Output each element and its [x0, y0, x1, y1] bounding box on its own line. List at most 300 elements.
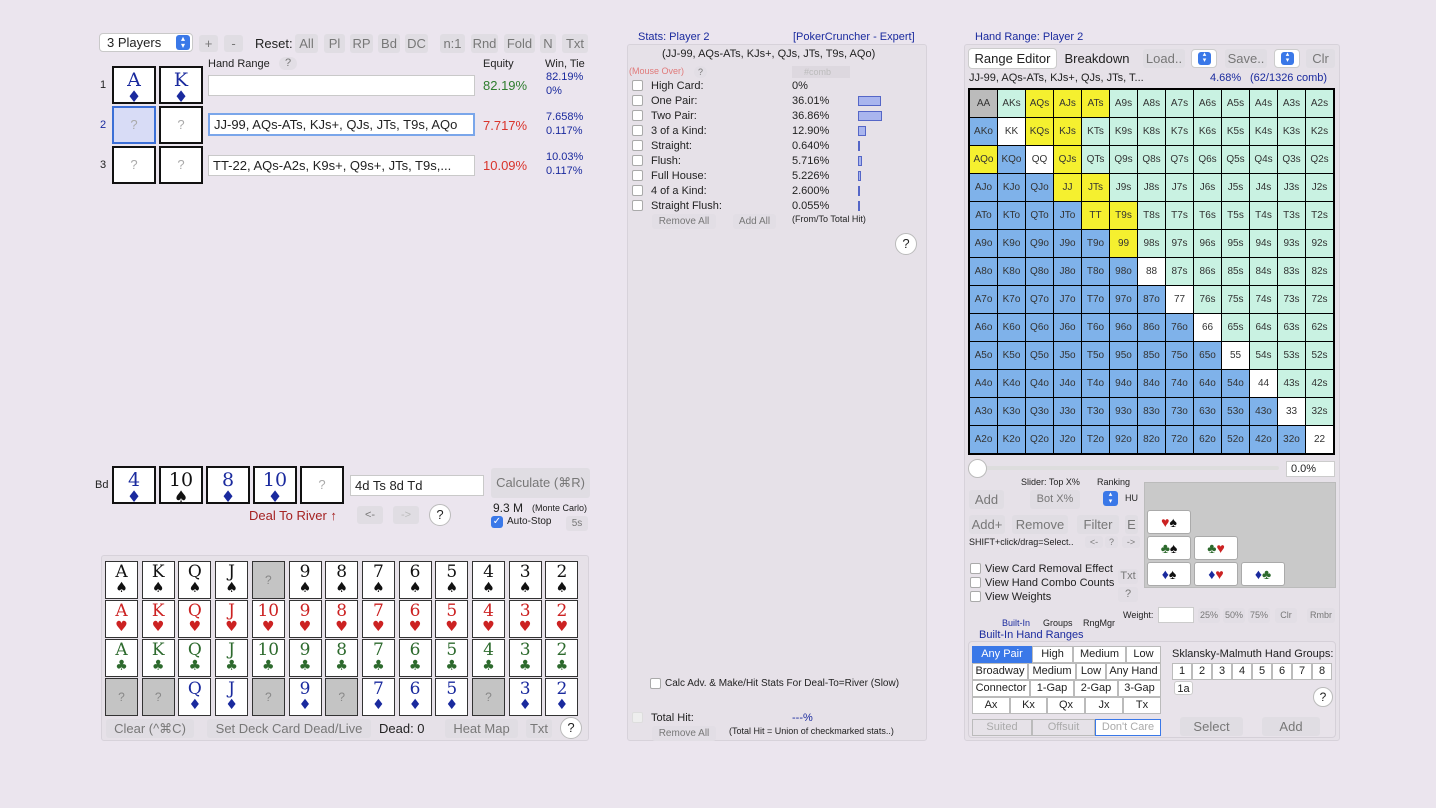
hand-cell[interactable]: T3o — [1082, 398, 1109, 425]
offsuit-button[interactable]: Offsuit — [1032, 719, 1095, 736]
hand-cell[interactable]: 32o — [1278, 426, 1305, 453]
hand-cell[interactable]: T9o — [1082, 230, 1109, 257]
deck-card[interactable] — [472, 639, 505, 677]
tab-range-editor[interactable]: Range Editor — [968, 48, 1057, 69]
reset-all-button[interactable]: All — [295, 34, 318, 53]
deck-card[interactable] — [252, 600, 285, 638]
hand-cell[interactable]: 96o — [1110, 314, 1137, 341]
add-button[interactable]: Add — [1262, 717, 1320, 736]
sklansky-group-button[interactable]: 4 — [1232, 663, 1252, 680]
hand-cell[interactable]: A3s — [1278, 90, 1305, 117]
hand-cell[interactable]: Q8s — [1138, 146, 1165, 173]
hand-cell[interactable]: J8s — [1138, 174, 1165, 201]
hand-cell[interactable]: ATs — [1082, 90, 1109, 117]
weight-input[interactable] — [1158, 607, 1194, 623]
add-player-button[interactable]: + — [199, 35, 218, 52]
view-card-removal-checkbox[interactable] — [970, 563, 981, 574]
hand-cell[interactable]: Q6s — [1194, 146, 1221, 173]
hand-cell[interactable]: A7s — [1166, 90, 1193, 117]
kx-button[interactable]: Kx — [1010, 697, 1047, 714]
remember-button[interactable]: Rmbr — [1307, 608, 1335, 623]
deck-card[interactable] — [325, 639, 358, 677]
connector-button[interactable]: Connector — [972, 680, 1030, 697]
clear-deck-button[interactable]: Clear (^⌘C) — [106, 719, 194, 738]
deck-card[interactable] — [178, 600, 211, 638]
board-help-button[interactable]: ? — [429, 504, 451, 526]
hand-cell[interactable]: A4s — [1250, 90, 1277, 117]
hand-cell[interactable]: K5o — [998, 342, 1025, 369]
stat-checkbox[interactable] — [632, 170, 643, 181]
load-button[interactable]: Load.. — [1143, 49, 1185, 68]
hand-cell[interactable]: 73s — [1278, 286, 1305, 313]
hand-cell[interactable]: Q6o — [1026, 314, 1053, 341]
autostop-time[interactable]: 5s — [566, 516, 588, 531]
hand-cell[interactable]: 84s — [1250, 258, 1277, 285]
hand-cell[interactable]: A5s — [1222, 90, 1249, 117]
hand-cell[interactable]: 42s — [1306, 370, 1333, 397]
hand-cell[interactable]: T3s — [1278, 202, 1305, 229]
e-button[interactable]: E — [1125, 515, 1138, 534]
hand-cell[interactable]: J9o — [1054, 230, 1081, 257]
hand-cell[interactable]: T4o — [1082, 370, 1109, 397]
hand-cell[interactable]: K8o — [998, 258, 1025, 285]
stat-checkbox[interactable] — [632, 125, 643, 136]
deck-card[interactable] — [325, 600, 358, 638]
any-hand-button[interactable]: Any Hand — [1106, 663, 1161, 680]
player-2-card-1[interactable]: ? — [112, 106, 156, 144]
hand-cell[interactable]: A6s — [1194, 90, 1221, 117]
hand-cell[interactable]: A8o — [970, 258, 997, 285]
deck-card[interactable] — [178, 639, 211, 677]
player-3-card-1[interactable]: ? — [112, 146, 156, 184]
hand-cell[interactable]: 72o — [1166, 426, 1193, 453]
hand-cell[interactable]: 74o — [1166, 370, 1193, 397]
hand-range-help-button[interactable]: ? — [279, 57, 297, 70]
hand-cell[interactable]: 73o — [1166, 398, 1193, 425]
deck-card[interactable] — [509, 639, 542, 677]
1-gap-button[interactable]: 1-Gap — [1030, 680, 1074, 697]
clear-range-button[interactable]: Clr — [1306, 49, 1335, 68]
hand-cell[interactable]: 94o — [1110, 370, 1137, 397]
hand-cell[interactable]: K6s — [1194, 118, 1221, 145]
hand-cell[interactable]: AKo — [970, 118, 997, 145]
weight-clear-button[interactable]: Clr — [1275, 608, 1297, 623]
hand-cell[interactable]: 54s — [1250, 342, 1277, 369]
hand-cell[interactable]: JTs — [1082, 174, 1109, 201]
hand-cell[interactable]: QTo — [1026, 202, 1053, 229]
weight-75-button[interactable]: 75% — [1248, 608, 1270, 623]
hand-cell[interactable]: T5o — [1082, 342, 1109, 369]
hand-cell[interactable]: K9s — [1110, 118, 1137, 145]
deck-card[interactable] — [545, 639, 578, 677]
deck-card[interactable] — [289, 639, 322, 677]
heat-map-button[interactable]: Heat Map — [445, 719, 518, 738]
hand-cell[interactable]: 92s — [1306, 230, 1333, 257]
deck-card[interactable] — [545, 600, 578, 638]
view-combo-counts-checkbox[interactable] — [970, 577, 981, 588]
sklansky-help-button[interactable]: ? — [1313, 687, 1333, 707]
deck-card[interactable] — [142, 600, 175, 638]
hand-cell[interactable]: Q3o — [1026, 398, 1053, 425]
hand-cell[interactable]: 32s — [1306, 398, 1333, 425]
hand-cell[interactable]: Q7s — [1166, 146, 1193, 173]
view-help-button[interactable]: ? — [1118, 587, 1138, 602]
low-pair-button[interactable]: Low — [1126, 646, 1161, 663]
filter-button[interactable]: Filter — [1077, 515, 1119, 534]
autostop-checkbox[interactable]: ✓ — [492, 516, 502, 527]
hand-cell[interactable]: KTo — [998, 202, 1025, 229]
hand-cell[interactable]: K4o — [998, 370, 1025, 397]
hand-cell[interactable]: A4o — [970, 370, 997, 397]
hand-cell[interactable]: 62o — [1194, 426, 1221, 453]
hand-cell[interactable]: 92o — [1110, 426, 1137, 453]
deck-card[interactable] — [399, 600, 432, 638]
hand-cell[interactable]: 82o — [1138, 426, 1165, 453]
hand-cell[interactable]: QQ — [1026, 146, 1053, 173]
stat-checkbox[interactable] — [632, 110, 643, 121]
hand-cell[interactable]: Q8o — [1026, 258, 1053, 285]
hand-cell[interactable]: 66 — [1194, 314, 1221, 341]
hand-cell[interactable]: AQs — [1026, 90, 1053, 117]
hand-cell[interactable]: 54o — [1222, 370, 1249, 397]
hand-cell[interactable]: 83o — [1138, 398, 1165, 425]
hand-cell[interactable]: 63o — [1194, 398, 1221, 425]
n1-button[interactable]: n:1 — [440, 34, 465, 53]
hand-cell[interactable]: 33 — [1278, 398, 1305, 425]
deck-card[interactable] — [509, 678, 542, 716]
board-card-4[interactable] — [253, 466, 297, 504]
deck-card[interactable]: ? — [105, 678, 138, 716]
hand-cell[interactable]: JTo — [1054, 202, 1081, 229]
remove-all-2-button[interactable]: Remove All — [652, 726, 716, 741]
board-card-2[interactable] — [159, 466, 203, 504]
hand-cell[interactable]: 97o — [1110, 286, 1137, 313]
board-card-1[interactable] — [112, 466, 156, 504]
hand-cell[interactable]: J4o — [1054, 370, 1081, 397]
hand-cell[interactable]: T8s — [1138, 202, 1165, 229]
hand-cell[interactable]: KTs — [1082, 118, 1109, 145]
deck-card[interactable]: ? — [252, 678, 285, 716]
suit-combo-button[interactable] — [1147, 510, 1191, 534]
hand-cell[interactable]: QTs — [1082, 146, 1109, 173]
medium-pair-button[interactable]: Medium — [1073, 646, 1126, 663]
n-button[interactable]: N — [540, 34, 556, 53]
hand-cell[interactable]: AJo — [970, 174, 997, 201]
weight-50-button[interactable]: 50% — [1223, 608, 1245, 623]
hand-cell[interactable]: 65s — [1222, 314, 1249, 341]
deck-card[interactable] — [178, 561, 211, 599]
hand-cell[interactable]: J6s — [1194, 174, 1221, 201]
hand-cell[interactable]: QJs — [1054, 146, 1081, 173]
deck-card[interactable] — [362, 678, 395, 716]
hand-cell[interactable]: 44 — [1250, 370, 1277, 397]
deck-card[interactable] — [289, 600, 322, 638]
hand-cell[interactable]: 87s — [1166, 258, 1193, 285]
suit-combo-button[interactable] — [1147, 562, 1191, 586]
hand-cell[interactable]: 53o — [1222, 398, 1249, 425]
stat-checkbox[interactable] — [632, 80, 643, 91]
hand-cell[interactable]: J5s — [1222, 174, 1249, 201]
hand-cell[interactable]: 52s — [1306, 342, 1333, 369]
hand-cell[interactable]: 62s — [1306, 314, 1333, 341]
deck-card[interactable]: ? — [142, 678, 175, 716]
deck-card[interactable] — [362, 600, 395, 638]
deck-card[interactable] — [215, 600, 248, 638]
deck-card[interactable] — [289, 561, 322, 599]
stat-checkbox[interactable] — [632, 140, 643, 151]
deck-card[interactable] — [545, 678, 578, 716]
remove-player-button[interactable]: - — [224, 35, 243, 52]
hand-cell[interactable]: 53s — [1278, 342, 1305, 369]
broadway-button[interactable]: Broadway — [972, 663, 1028, 680]
hand-cell[interactable]: T7o — [1082, 286, 1109, 313]
next-street-button[interactable]: -> — [393, 506, 419, 524]
broadway-medium-button[interactable]: Medium — [1028, 663, 1076, 680]
sklansky-group-button[interactable]: 6 — [1272, 663, 1292, 680]
hand-cell[interactable]: TT — [1082, 202, 1109, 229]
txt-button[interactable]: Txt — [562, 34, 588, 53]
player-2-range-input[interactable]: JJ-99, AQs-ATs, KJs+, QJs, JTs, T9s, AQo — [208, 113, 475, 136]
hand-cell[interactable]: A5o — [970, 342, 997, 369]
hand-cell[interactable]: A9o — [970, 230, 997, 257]
hand-cell[interactable]: Q5o — [1026, 342, 1053, 369]
player-1-card-1[interactable] — [112, 66, 156, 104]
random-button[interactable]: Rnd — [472, 36, 497, 51]
deck-card[interactable] — [215, 639, 248, 677]
hand-cell[interactable]: 64s — [1250, 314, 1277, 341]
range-slider-thumb[interactable] — [968, 459, 987, 478]
hand-cell[interactable]: 55 — [1222, 342, 1249, 369]
hand-cell[interactable]: Q3s — [1278, 146, 1305, 173]
total-hit-checkbox[interactable] — [632, 712, 643, 723]
suit-combo-button[interactable] — [1241, 562, 1285, 586]
tx-button[interactable]: Tx — [1123, 697, 1161, 714]
hand-cell[interactable]: 96s — [1194, 230, 1221, 257]
hand-cell[interactable]: 43o — [1250, 398, 1277, 425]
sklansky-group-button[interactable]: 2 — [1192, 663, 1212, 680]
hand-cell[interactable]: KJo — [998, 174, 1025, 201]
hint-help-button[interactable]: ? — [1105, 536, 1118, 548]
board-card-5[interactable]: ? — [300, 466, 344, 504]
hand-cell[interactable]: Q2o — [1026, 426, 1053, 453]
deck-card[interactable] — [435, 678, 468, 716]
stats-help-button[interactable]: ? — [895, 233, 917, 255]
hand-cell[interactable]: J8o — [1054, 258, 1081, 285]
hand-cell[interactable]: Q5s — [1222, 146, 1249, 173]
slider-value-input[interactable]: 0.0% — [1286, 461, 1335, 477]
hand-cell[interactable]: 82s — [1306, 258, 1333, 285]
hand-cell[interactable]: AA — [970, 90, 997, 117]
hand-cell[interactable]: 75s — [1222, 286, 1249, 313]
3-gap-button[interactable]: 3-Gap — [1118, 680, 1161, 697]
sklansky-group-button[interactable]: 7 — [1292, 663, 1312, 680]
hand-cell[interactable]: T2s — [1306, 202, 1333, 229]
hand-cell[interactable]: 93o — [1110, 398, 1137, 425]
hand-cell[interactable]: 76o — [1166, 314, 1193, 341]
deck-card[interactable] — [435, 639, 468, 677]
hand-cell[interactable]: J5o — [1054, 342, 1081, 369]
hand-cell[interactable]: K9o — [998, 230, 1025, 257]
deck-card[interactable] — [362, 561, 395, 599]
suit-combo-button[interactable] — [1147, 536, 1191, 560]
hand-cell[interactable]: T7s — [1166, 202, 1193, 229]
deck-card[interactable] — [435, 600, 468, 638]
suit-combo-button[interactable] — [1194, 562, 1238, 586]
hand-cell[interactable]: 94s — [1250, 230, 1277, 257]
hand-cell[interactable]: 95s — [1222, 230, 1249, 257]
hand-cell[interactable]: K3s — [1278, 118, 1305, 145]
deck-card[interactable] — [105, 639, 138, 677]
deck-card[interactable] — [215, 678, 248, 716]
tab-built-in[interactable]: Built-In — [1002, 618, 1031, 628]
hand-cell[interactable]: J7s — [1166, 174, 1193, 201]
hand-cell[interactable]: T5s — [1222, 202, 1249, 229]
hand-cell[interactable]: 63s — [1278, 314, 1305, 341]
hand-cell[interactable]: T4s — [1250, 202, 1277, 229]
weight-25-button[interactable]: 25% — [1198, 608, 1220, 623]
deck-card[interactable] — [509, 600, 542, 638]
ax-button[interactable]: Ax — [972, 697, 1010, 714]
prev-hint-button[interactable]: <- — [1085, 536, 1103, 548]
player-3-card-2[interactable]: ? — [159, 146, 203, 184]
sklansky-group-button[interactable]: 3 — [1212, 663, 1232, 680]
hand-cell[interactable]: A7o — [970, 286, 997, 313]
stat-checkbox[interactable] — [632, 155, 643, 166]
hand-cell[interactable]: 77 — [1166, 286, 1193, 313]
set-dead-button[interactable]: Set Deck Card Dead/Live — [207, 719, 371, 738]
save-menu-chevron-icon[interactable]: ▴ ▾ — [1274, 49, 1300, 68]
hand-cell[interactable]: K2o — [998, 426, 1025, 453]
next-hint-button[interactable]: -> — [1122, 536, 1140, 548]
deck-card[interactable] — [105, 600, 138, 638]
player-3-range-input[interactable]: TT-22, AQs-A2s, K9s+, Q9s+, JTs, T9s,... — [208, 155, 475, 176]
hand-cell[interactable]: AQo — [970, 146, 997, 173]
reset-rp-button[interactable]: RP — [350, 34, 373, 53]
hand-cell[interactable]: J6o — [1054, 314, 1081, 341]
hand-cell[interactable]: KK — [998, 118, 1025, 145]
suited-button[interactable]: Suited — [972, 719, 1032, 736]
deck-card[interactable] — [252, 639, 285, 677]
add-plus-button[interactable]: Add+ — [969, 515, 1005, 534]
hand-cell[interactable]: 85s — [1222, 258, 1249, 285]
jx-button[interactable]: Jx — [1085, 697, 1123, 714]
hand-cell[interactable]: K5s — [1222, 118, 1249, 145]
tab-rngmgr[interactable]: RngMgr — [1083, 618, 1116, 628]
hand-cell[interactable]: ATo — [970, 202, 997, 229]
hand-cell[interactable]: J9s — [1110, 174, 1137, 201]
hand-cell[interactable]: A3o — [970, 398, 997, 425]
deck-card[interactable] — [178, 678, 211, 716]
reset-pl-button[interactable]: Pl — [324, 34, 345, 53]
hand-cell[interactable]: 98o — [1110, 258, 1137, 285]
hand-cell[interactable]: 85o — [1138, 342, 1165, 369]
qx-button[interactable]: Qx — [1047, 697, 1085, 714]
hand-cell[interactable]: 86o — [1138, 314, 1165, 341]
deck-card[interactable] — [472, 561, 505, 599]
hand-cell[interactable]: 76s — [1194, 286, 1221, 313]
reset-dc-button[interactable]: DC — [405, 34, 428, 53]
hand-cell[interactable]: KQo — [998, 146, 1025, 173]
hand-cell[interactable]: Q4o — [1026, 370, 1053, 397]
combo-txt-button[interactable]: Txt — [1118, 569, 1138, 584]
hand-cell[interactable]: 52o — [1222, 426, 1249, 453]
hand-cell[interactable]: 93s — [1278, 230, 1305, 257]
deck-card[interactable] — [362, 639, 395, 677]
hand-cell[interactable]: 42o — [1250, 426, 1277, 453]
remove-all-button[interactable]: Remove All — [652, 214, 716, 229]
deck-card[interactable] — [399, 678, 432, 716]
hand-cell[interactable]: K3o — [998, 398, 1025, 425]
tab-breakdown[interactable]: Breakdown — [1064, 51, 1130, 66]
sklansky-group-button[interactable]: 8 — [1312, 663, 1332, 680]
deal-to-river-button[interactable]: Deal To River ↑ — [249, 508, 337, 523]
hand-cell[interactable]: K8s — [1138, 118, 1165, 145]
hand-cell[interactable]: A2o — [970, 426, 997, 453]
deck-card[interactable] — [399, 561, 432, 599]
select-button[interactable]: Select — [1180, 717, 1243, 736]
hand-cell[interactable]: J4s — [1250, 174, 1277, 201]
hand-cell[interactable]: AKs — [998, 90, 1025, 117]
hand-cell[interactable]: 88 — [1138, 258, 1165, 285]
hand-cell[interactable]: 83s — [1278, 258, 1305, 285]
players-select[interactable] — [99, 33, 193, 52]
hand-cell[interactable]: 95o — [1110, 342, 1137, 369]
hand-cell[interactable]: A6o — [970, 314, 997, 341]
stat-checkbox[interactable] — [632, 95, 643, 106]
stat-checkbox[interactable] — [632, 200, 643, 211]
hand-cell[interactable]: J3o — [1054, 398, 1081, 425]
player-1-card-2[interactable] — [159, 66, 203, 104]
deck-card[interactable] — [105, 561, 138, 599]
sklansky-group-button[interactable]: 5 — [1252, 663, 1272, 680]
deck-card[interactable] — [215, 561, 248, 599]
ranking-select-chevron-icon[interactable]: ▴ ▾ — [1103, 491, 1118, 506]
load-menu-chevron-icon[interactable]: ▴ ▾ — [1191, 49, 1217, 68]
reset-bd-button[interactable]: Bd — [378, 34, 400, 53]
prev-street-button[interactable]: <- — [357, 506, 383, 524]
hand-cell[interactable]: JJ — [1054, 174, 1081, 201]
deck-card[interactable] — [325, 561, 358, 599]
sklansky-group-button[interactable]: 1 — [1172, 663, 1192, 680]
hand-cell[interactable]: 84o — [1138, 370, 1165, 397]
deck-card[interactable] — [399, 639, 432, 677]
calculate-button[interactable]: Calculate (⌘R) — [491, 468, 590, 498]
deck-card[interactable]: ? — [472, 678, 505, 716]
stat-checkbox[interactable] — [632, 185, 643, 196]
hand-cell[interactable]: K6o — [998, 314, 1025, 341]
hand-cell[interactable]: K2s — [1306, 118, 1333, 145]
player-2-card-2[interactable]: ? — [159, 106, 203, 144]
hand-cell[interactable]: J2o — [1054, 426, 1081, 453]
deck-card[interactable] — [142, 639, 175, 677]
hand-cell[interactable]: 87o — [1138, 286, 1165, 313]
calc-adv-checkbox[interactable] — [650, 678, 661, 689]
high-pair-button[interactable]: High — [1032, 646, 1073, 663]
hand-cell[interactable]: 43s — [1278, 370, 1305, 397]
view-weights-checkbox[interactable] — [970, 591, 981, 602]
deck-card[interactable]: ? — [252, 561, 285, 599]
deck-card[interactable]: ? — [325, 678, 358, 716]
fold-button[interactable]: Fold — [504, 34, 535, 53]
hand-cell[interactable]: 98s — [1138, 230, 1165, 257]
dont-care-button[interactable]: Don't Care — [1095, 719, 1161, 736]
hand-cell[interactable]: 65o — [1194, 342, 1221, 369]
hand-cell[interactable]: K7o — [998, 286, 1025, 313]
deck-card[interactable] — [142, 561, 175, 599]
hand-cell[interactable]: 99 — [1110, 230, 1137, 257]
hand-cell[interactable]: 22 — [1306, 426, 1333, 453]
hand-cell[interactable]: Q9o — [1026, 230, 1053, 257]
